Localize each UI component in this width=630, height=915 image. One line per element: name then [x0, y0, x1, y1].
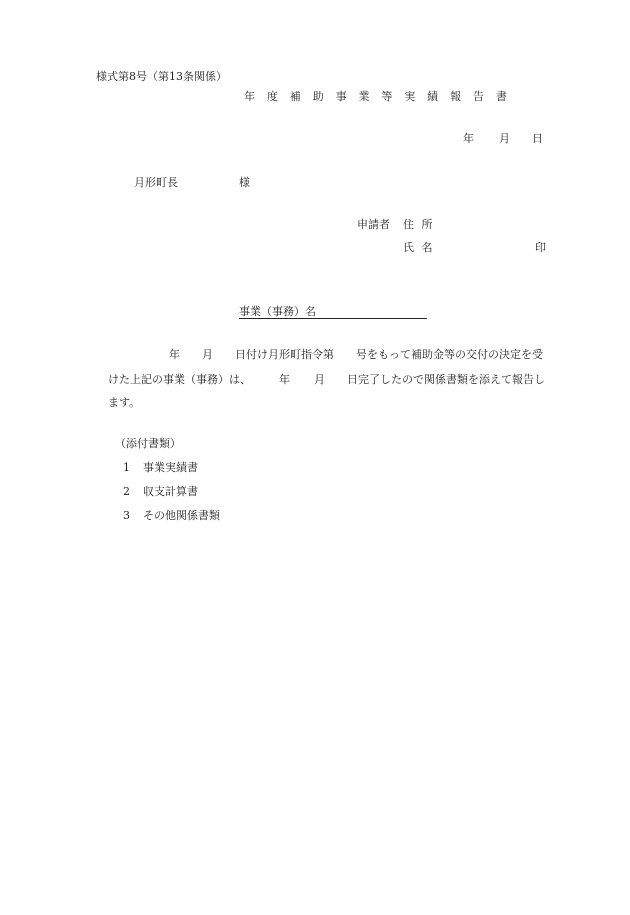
attachment-number: 3 [123, 509, 130, 522]
body-text-line-3: ます。 [108, 396, 141, 409]
attachment-number: 1 [123, 461, 130, 474]
document-title: 年 度 補 助 事 業 等 実 績 報 告 書 [244, 90, 512, 103]
body-year-label: 年 [169, 348, 180, 361]
addressee-name: 月形町長 [134, 176, 178, 189]
project-name-label: 事業（事務）名 [239, 305, 316, 318]
form-number: 様式第8号（第13条関係） [96, 70, 227, 83]
attachment-item: 収支計算書 [143, 485, 198, 498]
name-label: 氏 名 [403, 241, 435, 254]
date-line [463, 133, 543, 144]
attachment-item: その他関係書類 [143, 509, 220, 522]
address-label: 住 所 [403, 218, 435, 231]
applicant-label: 申請者 [357, 218, 390, 231]
date-month-label: 月 [499, 132, 510, 145]
body-month-label: 月 [202, 348, 213, 361]
attachments-heading: （添付書類） [115, 437, 181, 450]
addressee-honorific: 様 [239, 176, 250, 189]
date-year-label: 年 [463, 132, 474, 145]
attachment-number: 2 [123, 485, 130, 498]
seal-mark: 印 [535, 241, 546, 254]
body-completion-year-label: 年 [279, 373, 290, 386]
body-completion-text: 日完了したので関係書類を添えて報告し [347, 373, 545, 386]
body-project-text: けた上記の事業（事務）は、 [108, 373, 251, 386]
body-decision-text: 号をもって補助金等の交付の決定を受 [356, 348, 543, 361]
date-day-label: 日 [532, 132, 543, 145]
project-name-underline [239, 318, 427, 319]
body-directive-text: 日付け月形町指令第 [235, 348, 334, 361]
body-completion-month-label: 月 [314, 373, 325, 386]
attachment-item: 事業実績書 [143, 461, 198, 474]
body-text-line-2 [108, 374, 545, 385]
body-text-line-1 [169, 349, 543, 360]
